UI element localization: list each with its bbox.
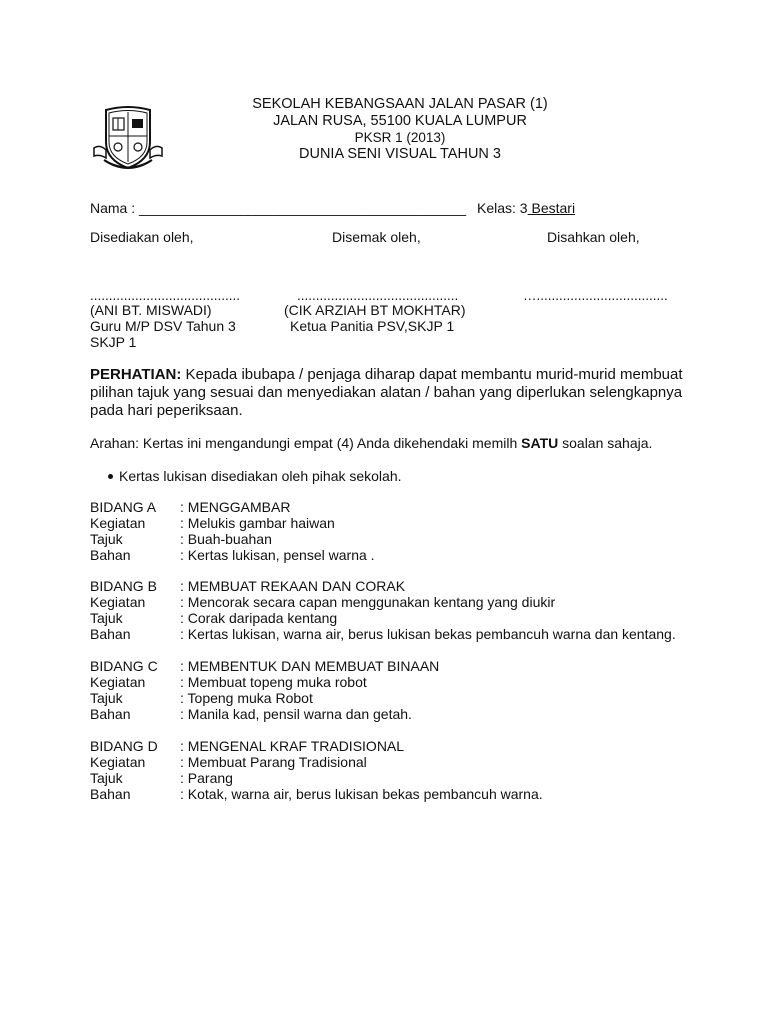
bahan-value: : Kertas lukisan, pensel warna . xyxy=(180,547,375,563)
kegiatan-value: : Mencorak secara capan menggunakan kentang yang diukir xyxy=(180,594,556,610)
instruction-suffix: soalan sahaja. xyxy=(558,435,653,451)
subject-title: DUNIA SENI VISUAL TAHUN 3 xyxy=(299,146,501,162)
prepared-by-name: (ANI BT. MISWADI) xyxy=(90,302,212,318)
class-value: Bestari xyxy=(527,200,576,216)
class-label: Kelas: 3 xyxy=(477,200,528,216)
bahan-value: : Kertas lukisan, warna air, berus lukisan bekas pembancuh warna dan kentang. xyxy=(180,626,676,642)
approved-by-label: Disahkan oleh, xyxy=(547,229,640,245)
bahan-label: Bahan xyxy=(90,786,131,802)
bidang-label: BIDANG C xyxy=(90,658,158,674)
name-label: Nama : xyxy=(90,200,136,216)
notice-label: PERHATIAN: xyxy=(90,366,182,383)
signature-line-prepared: ........................................ xyxy=(90,288,241,303)
bidang-label: BIDANG D xyxy=(90,738,158,754)
bidang-label: BIDANG B xyxy=(90,578,157,594)
bahan-label: Bahan xyxy=(90,706,131,722)
school-address: JALAN RUSA, 55100 KUALA LUMPUR xyxy=(273,113,527,129)
checked-by-role: Ketua Panitia PSV,SKJP 1 xyxy=(290,318,455,334)
class-field xyxy=(477,200,575,216)
tajuk-label: Tajuk xyxy=(90,770,123,786)
tajuk-label: Tajuk xyxy=(90,531,123,547)
tajuk-value: : Topeng muka Robot xyxy=(180,690,313,706)
bahan-value: : Manila kad, pensil warna dan getah. xyxy=(180,706,412,722)
checked-by-label: Disemak oleh, xyxy=(332,229,421,245)
bahan-label: Bahan xyxy=(90,547,131,563)
checked-by-name: (CIK ARZIAH BT MOKHTAR) xyxy=(284,302,466,318)
instruction-line xyxy=(90,435,652,451)
kegiatan-value: : Melukis gambar haiwan xyxy=(180,515,335,531)
bidang-title: : MENGGAMBAR xyxy=(180,499,291,515)
prepared-by-school: SKJP 1 xyxy=(90,334,137,350)
section-d xyxy=(90,738,543,802)
notice-paragraph xyxy=(90,366,690,420)
kegiatan-value: : Membuat topeng muka robot xyxy=(180,674,367,690)
exam-title: PKSR 1 (2013) xyxy=(354,130,446,145)
prepared-by-label: Disediakan oleh, xyxy=(90,229,194,245)
tajuk-label: Tajuk xyxy=(90,610,123,626)
bidang-title: : MEMBENTUK DAN MEMBUAT BINAAN xyxy=(180,658,440,674)
instruction-bold: SATU xyxy=(521,435,559,451)
signature-line-approved: …................................... xyxy=(523,288,668,303)
bullet-item xyxy=(108,468,402,484)
kegiatan-label: Kegiatan xyxy=(90,515,146,531)
bahan-value: : Kotak, warna air, berus lukisan bekas pembancuh warna. xyxy=(180,786,543,802)
school-name: SEKOLAH KEBANGSAAN JALAN PASAR (1) xyxy=(252,96,548,112)
tajuk-label: Tajuk xyxy=(90,690,123,706)
instruction-prefix: Arahan: Kertas ini mengandungi empat (4) Anda dikehendaki memilh xyxy=(90,435,522,451)
section-b xyxy=(90,578,676,642)
notice-text: Kepada ibubapa / penjaga diharap dapat membantu murid-murid membuat pilihan tajuk yang sesuai dan menyediakan alatan / bahan yang diperlukan selengkapnya pada hari peperiksaan. xyxy=(90,366,683,419)
section-a xyxy=(90,499,375,563)
section-c xyxy=(90,658,439,722)
bullet-dot-icon xyxy=(108,474,113,479)
tajuk-value: : Parang xyxy=(180,770,233,786)
bidang-label: BIDANG A xyxy=(90,499,157,515)
kegiatan-value: : Membuat Parang Tradisional xyxy=(180,754,367,770)
bidang-title: : MEMBUAT REKAAN DAN CORAK xyxy=(180,578,406,594)
tajuk-value: : Buah-buahan xyxy=(180,531,272,547)
bahan-label: Bahan xyxy=(90,626,131,642)
name-field[interactable] xyxy=(90,200,466,216)
bidang-title: : MENGENAL KRAF TRADISIONAL xyxy=(180,738,405,754)
kegiatan-label: Kegiatan xyxy=(90,594,146,610)
kegiatan-label: Kegiatan xyxy=(90,754,146,770)
bullet-text: Kertas lukisan disediakan oleh pihak sekolah. xyxy=(119,468,402,484)
tajuk-value: : Corak daripada kentang xyxy=(180,610,338,626)
kegiatan-label: Kegiatan xyxy=(90,674,146,690)
prepared-by-role: Guru M/P DSV Tahun 3 xyxy=(90,318,236,334)
name-line: __________________________________________ xyxy=(139,200,467,216)
signature-line-checked: ........................................... xyxy=(297,288,459,303)
school-crest-logo xyxy=(92,104,164,174)
